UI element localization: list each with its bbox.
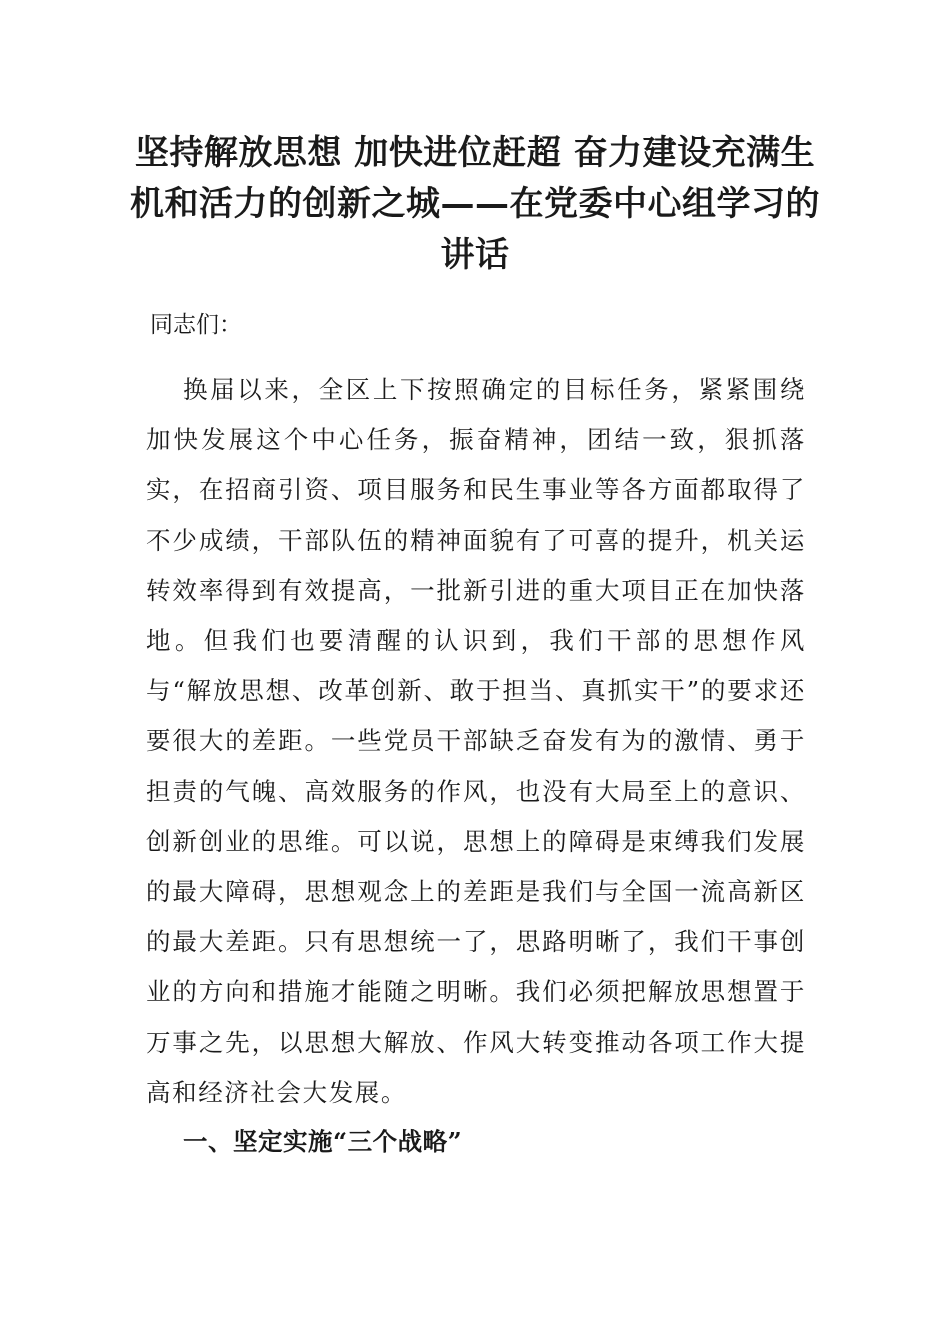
section-heading: 一、坚定实施“三个战略”: [183, 1127, 463, 1156]
document-title: 坚持解放思想 加快进位赶超 奋力建设充满生机和活力的创新之城——在党委中心组学习的讲话: [130, 133, 820, 275]
body-paragraph: 换届以来，全区上下按照确定的目标任务，紧紧围绕加快发展这个中心任务，振奋精神，团结一致，狠抓落实，在招商引资、项目服务和民生事业等各方面都取得了不少成绩，干部队伍的精神面貌有了可喜的提升，机关运转效率得到有效提高，一批新引进的重大项目正在加快落地。但我们也要清醒的认识到，我们干部的思想作风与“解放思想、改革创新、敢于担当、真抓实干”的要求还要很大的差距。一些党员干部缺乏奋发有为的激情、勇于担责的气魄、高效服务的作风，也没有大局至上的意识、创新创业的思维。可以说，思想上的障碍是束缚我们发展的最大障碍，思想观念上的差距是我们与全国一流高新区的最大差距。只有思想统一了，思路明晰了，我们干事创业的方向和措施才能随之明晰。我们必须把解放思想置于万事之先，以思想大解放、作风大转变推动各项工作大提高和经济社会大发展。: [146, 375, 806, 1107]
salutation: 同志们：: [150, 312, 242, 338]
